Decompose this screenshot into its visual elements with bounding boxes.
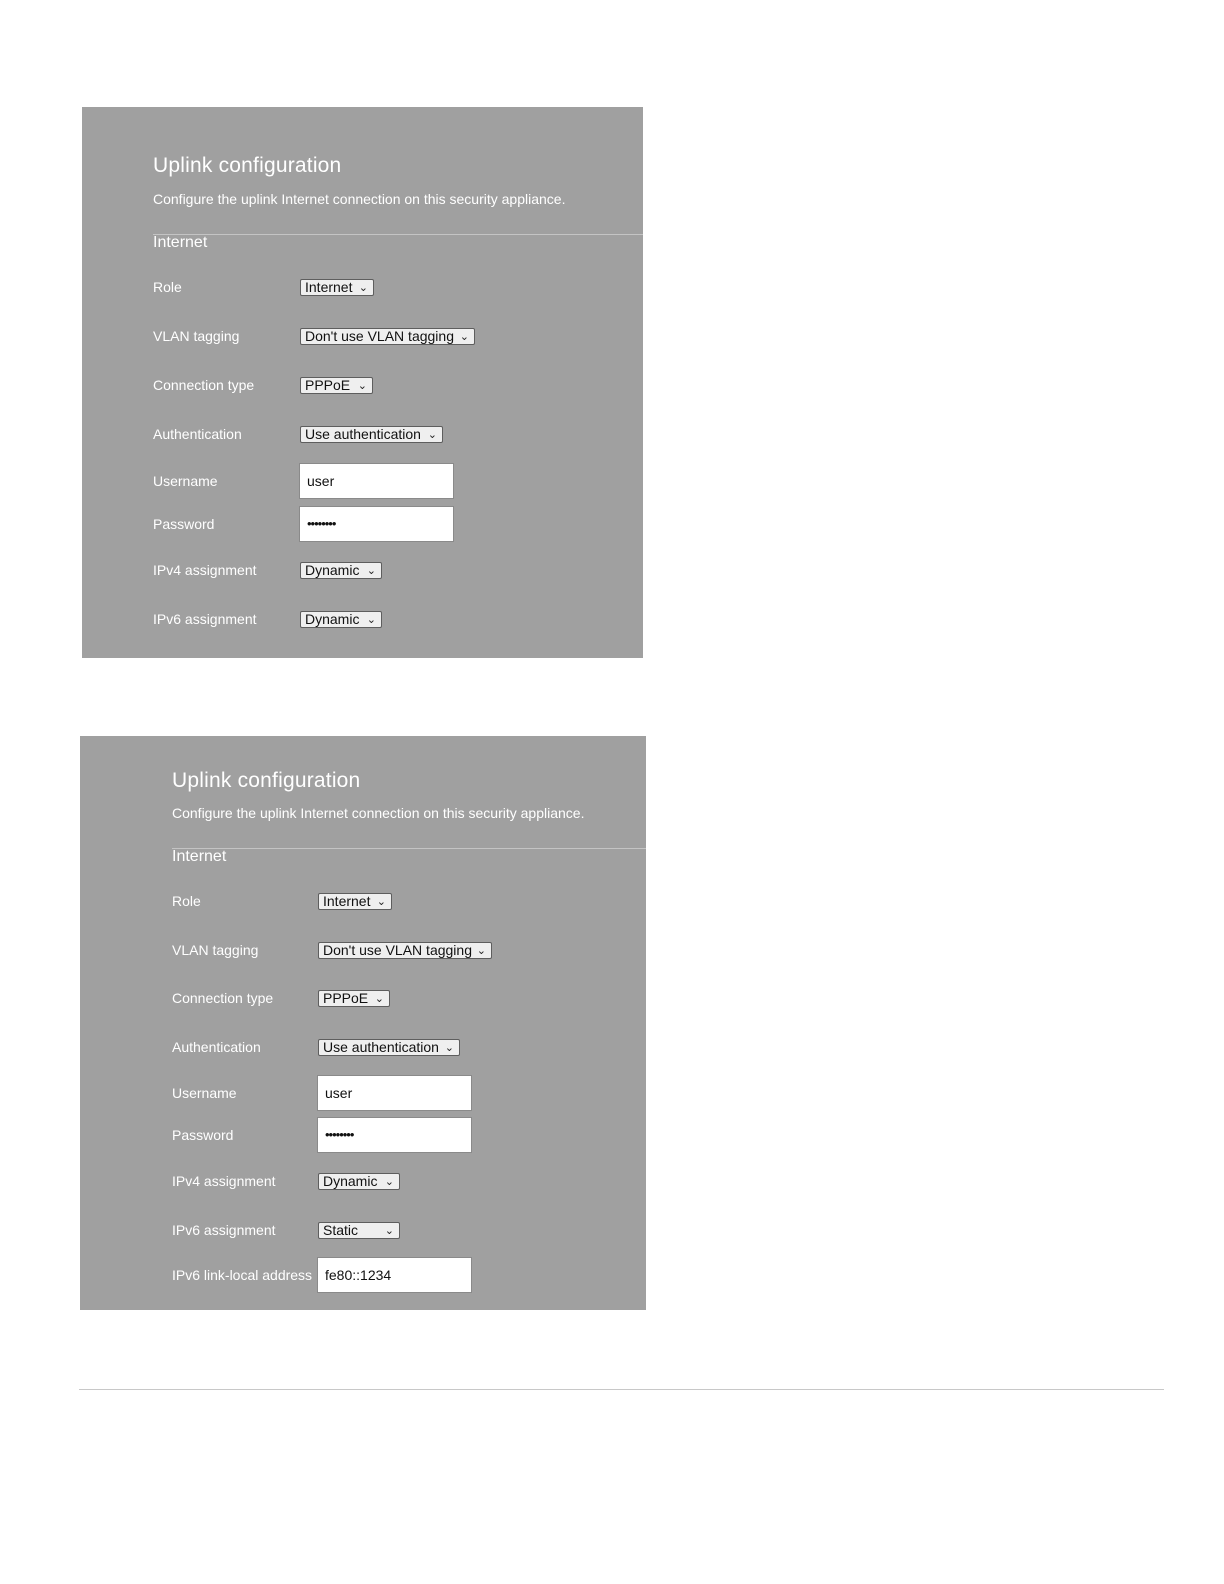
- ipv4-assignment-label: IPv4 assignment: [153, 562, 257, 578]
- section-heading-internet: Internet: [153, 234, 208, 251]
- role-select[interactable]: [300, 279, 374, 296]
- chevron-down-icon: ⌄: [384, 1225, 394, 1237]
- ipv6-link-local-label: IPv6 link-local address: [172, 1267, 313, 1283]
- vlan-tagging-label: VLAN tagging: [153, 328, 240, 344]
- page-footer-rule: [79, 1389, 1164, 1390]
- chevron-down-icon: ⌄: [366, 565, 376, 577]
- role-label: Role: [153, 279, 182, 295]
- username-label: Username: [172, 1085, 237, 1101]
- role-select-value: Internet: [305, 279, 353, 295]
- chevron-down-icon: ⌄: [459, 331, 469, 343]
- connection-type-select[interactable]: [318, 990, 390, 1007]
- uplink-config-panel-1: [82, 107, 643, 658]
- vlan-tagging-select-value: Don't use VLAN tagging: [323, 942, 472, 958]
- authentication-select[interactable]: [300, 426, 443, 443]
- divider: [153, 234, 643, 235]
- ipv6-link-local-input[interactable]: fe80::1234: [317, 1257, 472, 1293]
- chevron-down-icon: ⌄: [376, 896, 386, 908]
- role-select-value: Internet: [323, 893, 371, 909]
- ipv4-assignment-select[interactable]: [300, 562, 382, 579]
- chevron-down-icon: ⌄: [476, 945, 486, 957]
- divider: [172, 848, 646, 849]
- chevron-down-icon: ⌄: [366, 614, 376, 626]
- authentication-label: Authentication: [153, 426, 242, 442]
- chevron-down-icon: ⌄: [384, 1176, 394, 1188]
- ipv4-assignment-select-value: Dynamic: [305, 562, 360, 578]
- chevron-down-icon: ⌄: [374, 993, 384, 1005]
- chevron-down-icon: ⌄: [358, 282, 368, 294]
- authentication-select[interactable]: [318, 1039, 460, 1056]
- connection-type-select-value: PPPoE: [305, 377, 351, 393]
- vlan-tagging-select[interactable]: [300, 328, 475, 345]
- ipv6-assignment-select-value: Dynamic: [305, 611, 360, 627]
- uplink-config-panel-2: [80, 736, 646, 1310]
- username-label: Username: [153, 473, 218, 489]
- authentication-select-value: Use authentication: [305, 426, 421, 442]
- chevron-down-icon: ⌄: [357, 380, 367, 392]
- page-title: Uplink configuration: [172, 769, 361, 792]
- role-select[interactable]: [318, 893, 392, 910]
- connection-type-select[interactable]: [300, 377, 373, 394]
- section-heading-internet: Internet: [172, 848, 227, 865]
- ipv4-assignment-select[interactable]: [318, 1173, 400, 1190]
- username-input[interactable]: user: [317, 1075, 472, 1111]
- username-input[interactable]: user: [299, 463, 454, 499]
- vlan-tagging-label: VLAN tagging: [172, 942, 259, 958]
- role-label: Role: [172, 893, 201, 909]
- vlan-tagging-select-value: Don't use VLAN tagging: [305, 328, 454, 344]
- ipv6-assignment-select-value: Static: [323, 1222, 359, 1238]
- ipv6-assignment-select[interactable]: [318, 1222, 400, 1239]
- password-label: Password: [172, 1127, 234, 1143]
- chevron-down-icon: ⌄: [444, 1042, 454, 1054]
- password-input[interactable]: ••••••••: [317, 1117, 472, 1153]
- connection-type-select-value: PPPoE: [323, 990, 369, 1006]
- page-subtitle: Configure the uplink Internet connection on this security appliance.: [172, 805, 585, 821]
- page-title: Uplink configuration: [153, 154, 342, 177]
- password-input[interactable]: ••••••••: [299, 506, 454, 542]
- connection-type-label: Connection type: [172, 990, 274, 1006]
- ipv6-assignment-select[interactable]: [300, 611, 382, 628]
- ipv4-assignment-label: IPv4 assignment: [172, 1173, 276, 1189]
- ipv4-assignment-select-value: Dynamic: [323, 1173, 378, 1189]
- authentication-label: Authentication: [172, 1039, 261, 1055]
- page-subtitle: Configure the uplink Internet connection on this security appliance.: [153, 191, 566, 207]
- ipv6-assignment-label: IPv6 assignment: [153, 611, 257, 627]
- authentication-select-value: Use authentication: [323, 1039, 439, 1055]
- chevron-down-icon: ⌄: [427, 429, 437, 441]
- vlan-tagging-select[interactable]: [318, 942, 492, 959]
- ipv6-assignment-label: IPv6 assignment: [172, 1222, 276, 1238]
- connection-type-label: Connection type: [153, 377, 255, 393]
- password-label: Password: [153, 516, 215, 532]
